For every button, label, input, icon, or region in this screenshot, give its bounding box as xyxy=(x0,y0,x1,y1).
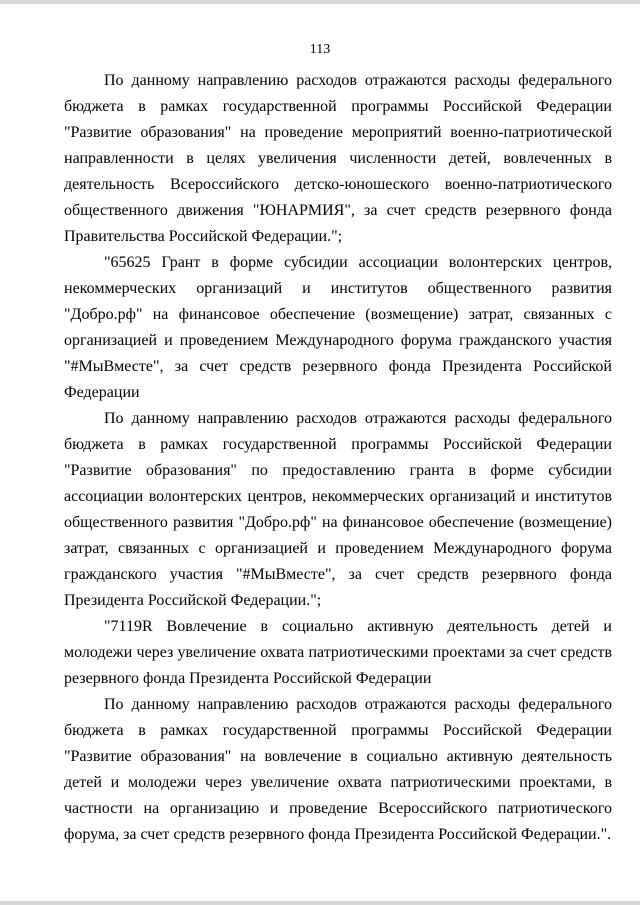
paragraph-2: "65625 Грант в форме субсидии ассоциации волонтерских центров, некоммерческих организаций и институтов общественного развития "Добро.рф" на финансовое обеспечение (возмещение) затрат, связанных с организацией и проведением Международного форума гражданского участия "#МыВместе", за счет средств резервного фонда Президента Российской Федерации xyxy=(64,254,612,401)
paragraph-3: По данному направлению расходов отражаются расходы федерального бюджета в рамках государственной программы Российской Федерации "Развитие образования" по предоставлению гранта в форме субсидии ассоциации волонтерских центров, некоммерческих организаций и институтов общественного развития "Добро.рф" на финансовое обеспечение (возмещение) затрат, связанных с организацией и проведением Международного форума гражданского участия "#МыВместе", за счет средств резервного фонда Президента Российской Федерации."; xyxy=(64,410,612,609)
paragraph-5: По данному направлению расходов отражаются расходы федерального бюджета в рамках государственной программы Российской Федерации "Развитие образования" на вовлечение в социально активную деятельность детей и молодежи через увеличение охвата патриотическими проектами, в частности на организацию и проведение Всероссийского патриотического форума, за счет средств резервного фонда Президента Российской Федерации.". xyxy=(64,696,612,843)
scan-top-edge xyxy=(0,0,640,4)
paragraph-4: "7119R Вовлечение в социально активную деятельность детей и молодежи через увеличение охвата патриотическими проектами за счет средств резервного фонда Президента Российской Федерации xyxy=(64,618,612,687)
document-body xyxy=(64,68,612,848)
paragraph-1: По данному направлению расходов отражаются расходы федерального бюджета в рамках государственной программы Российской Федерации "Развитие образования" на проведение мероприятий военно-патриотической направленности в целях увеличения численности детей, вовлеченных в деятельность Всероссийского детско-юношеского военно-патриотического общественного движения "ЮНАРМИЯ", за счет средств резервного фонда Правительства Российской Федерации."; xyxy=(64,72,612,245)
page-number: 113 xyxy=(309,42,331,57)
scan-bottom-edge xyxy=(0,901,640,905)
